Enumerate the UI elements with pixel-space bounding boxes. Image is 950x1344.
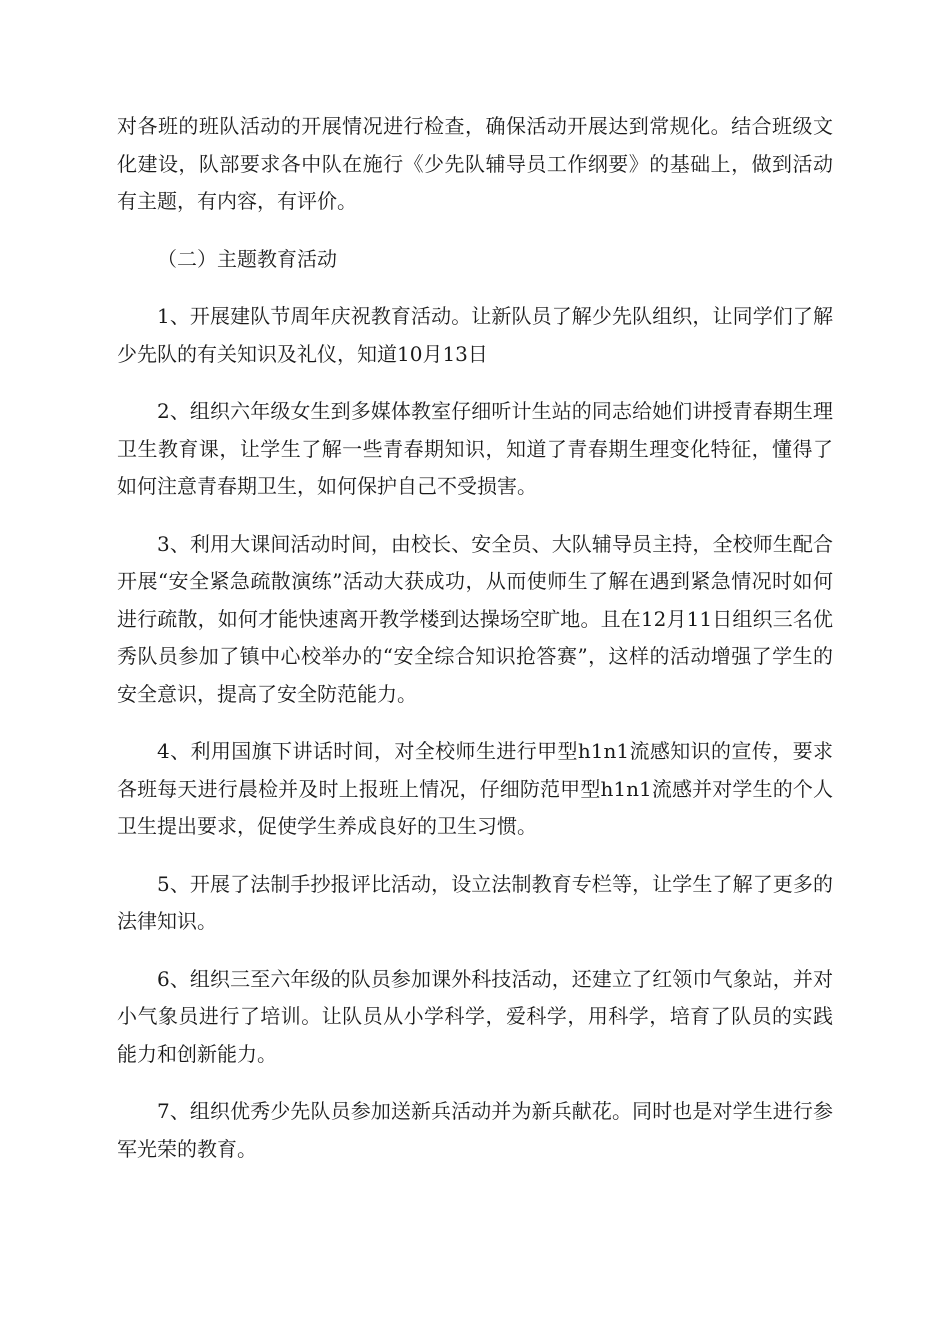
list-item-5: 5、开展了法制手抄报评比活动，设立法制教育专栏等，让学生了解了更多的法律知识。 [117, 871, 833, 933]
list-item-3: 3、利用大课间活动时间，由校长、安全员、大队辅导员主持，全校师生配合开展“安全紧急疏散演练”活动大获成功，从而使师生了解在遇到紧急情况时如何进行疏散，如何才能快速离开教学楼到达操场空旷地。且在12月11日组织三名优秀队员参加了镇中心校举办的“安全综合知识抢答赛”，这样的活动增强了学生的安全意识，提高了安全防范能力。 [117, 531, 833, 706]
paragraph-continuation: 对各班的班队活动的开展情况进行检查，确保活动开展达到常规化。结合班级文化建设，队部要求各中队在施行《少先队辅导员工作纲要》的基础上，做到活动有主题，有内容，有评价。 [117, 114, 833, 213]
list-item-1: 1、开展建队节周年庆祝教育活动。让新队员了解少先队组织，让同学们了解少先队的有关知识及礼仪，知道10月13日 [117, 304, 833, 366]
list-item-7: 7、组织优秀少先队员参加送新兵活动并为新兵献花。同时也是对学生进行参军光荣的教育。 [117, 1099, 833, 1161]
section-heading: （二）主题教育活动 [157, 246, 337, 271]
list-item-4: 4、利用国旗下讲话时间，对全校师生进行甲型h1n1流感知识的宣传，要求各班每天进行晨检并及时上报班上情况，仔细防范甲型h1n1流感并对学生的个人卫生提出要求，促使学生养成良好的卫生习惯。 [117, 739, 833, 838]
list-item-6: 6、组织三至六年级的队员参加课外科技活动，还建立了红领巾气象站，并对小气象员进行了培训。让队员从小学科学，爱科学，用科学，培育了队员的实践能力和创新能力。 [117, 966, 833, 1066]
document-body [117, 108, 833, 1188]
list-item-2: 2、组织六年级女生到多媒体教室仔细听计生站的同志给她们讲授青春期生理卫生教育课，让学生了解一些青春期知识，知道了青春期生理变化特征，懂得了如何注意青春期卫生，如何保护自己不受损害。 [117, 399, 833, 498]
